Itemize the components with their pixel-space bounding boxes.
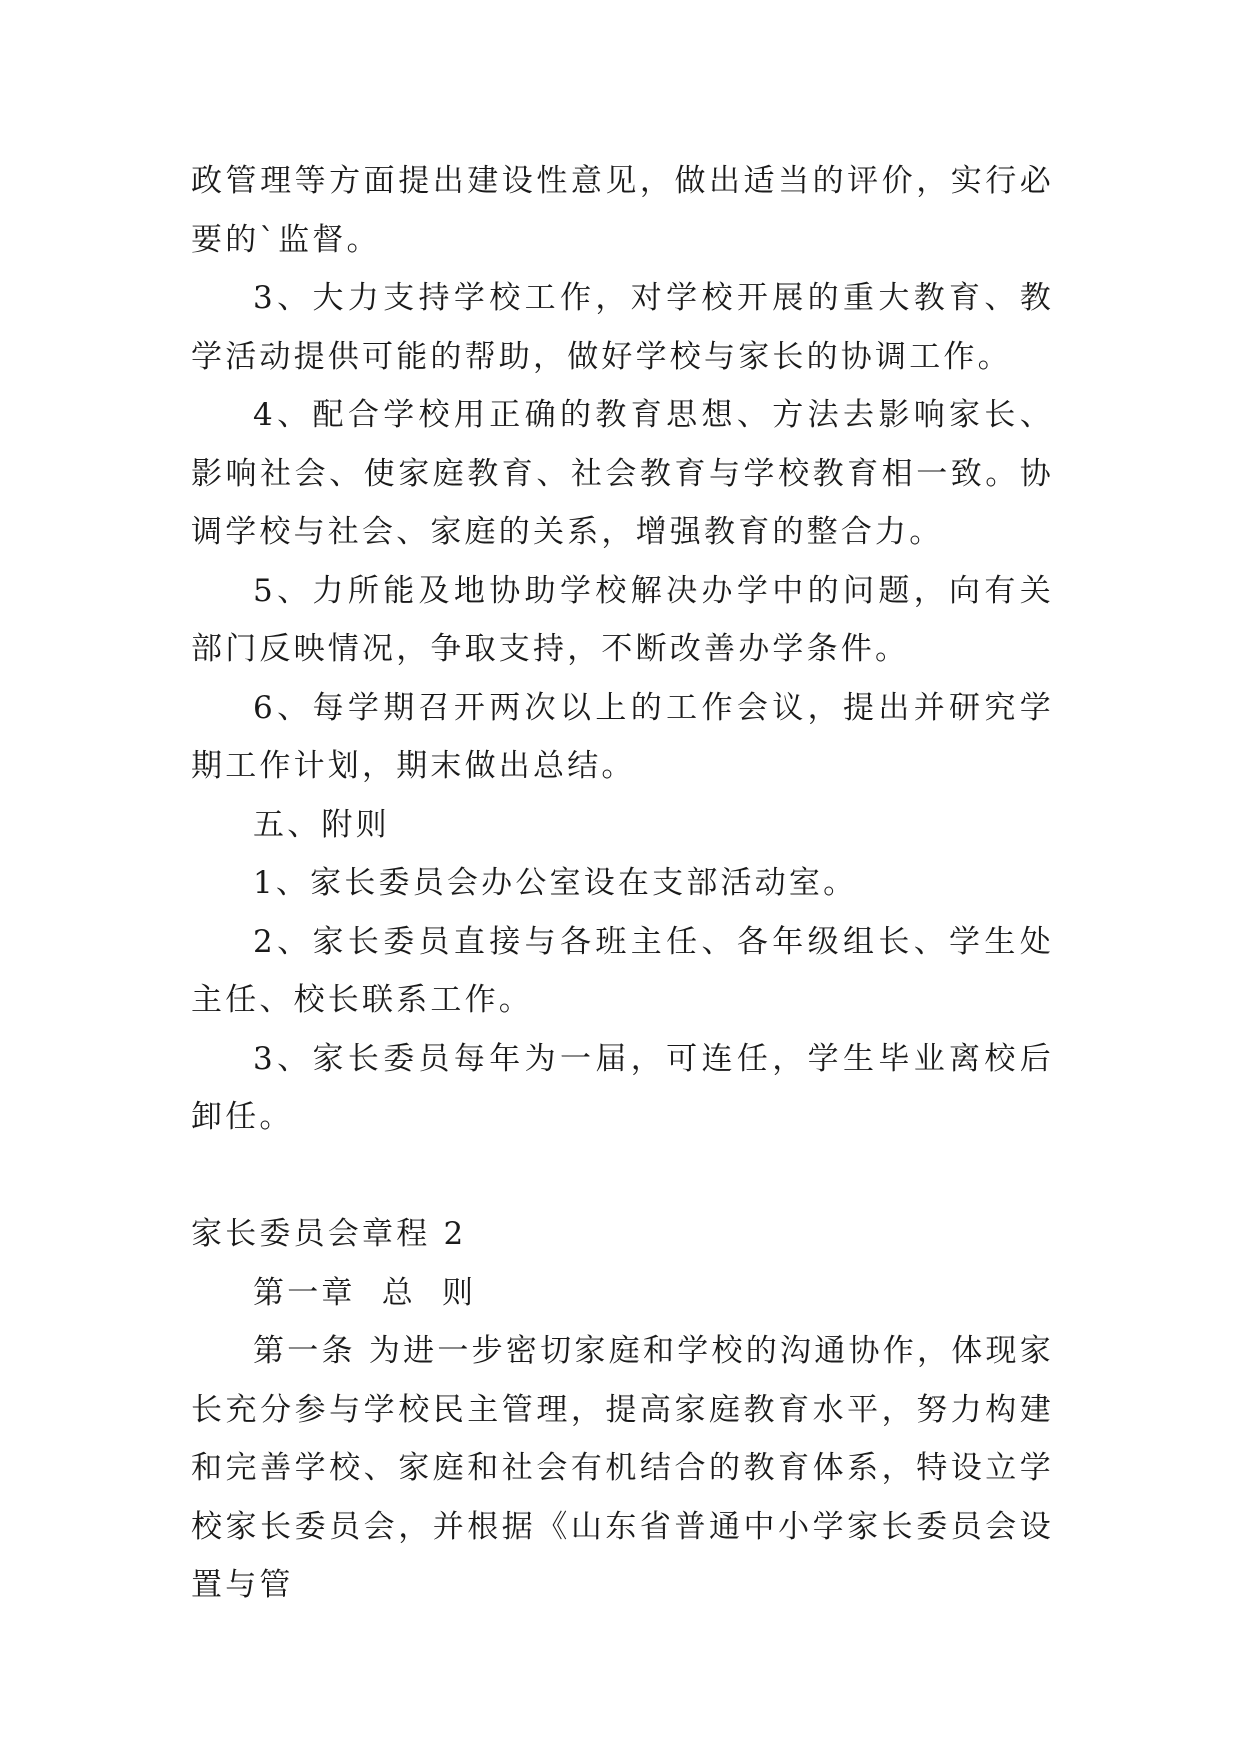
article-1: 第一条 为进一步密切家庭和学校的沟通协作，体现家长充分参与学校民主管理，提高家庭教育水平，努力构建和完善学校、家庭和社会有机结合的教育体系，特设立学校家长委员会，并根据《山东省普通中小学家长委员会设置与管: [191, 1333, 1054, 1603]
section-heading-appendix: 五、附则: [253, 806, 390, 843]
appendix-item-3: 3、家长委员每年为一届，可连任，学生毕业离校后卸任。: [191, 1040, 1054, 1135]
document-body: [191, 152, 1054, 1615]
paragraph-continuation: 政管理等方面提出建设性意见，做出适当的评价，实行必要的`监督。: [191, 163, 1054, 258]
paragraph-item-4: 4、配合学校用正确的教育思想、方法去影响家长、影响社会、使家庭教育、社会教育与学校教育相一致。协调学校与社会、家庭的关系，增强教育的整合力。: [191, 397, 1054, 550]
paragraph-item-3: 3、大力支持学校工作，对学校开展的重大教育、教学活动提供可能的帮助，做好学校与家长的协调工作。: [191, 280, 1054, 375]
document-title-2: 家长委员会章程 2: [191, 1216, 467, 1252]
appendix-item-2: 2、家长委员直接与各班主任、各年级组长、学生处主任、校长联系工作。: [191, 923, 1054, 1018]
chapter-heading: 第一章 总 则: [253, 1274, 477, 1311]
paragraph-item-5: 5、力所能及地协助学校解决办学中的问题，向有关部门反映情况，争取支持，不断改善办学条件。: [191, 572, 1054, 667]
appendix-item-1: 1、家长委员会办公室设在支部活动室。: [253, 865, 858, 901]
paragraph-item-6: 6、每学期召开两次以上的工作会议，提出并研究学期工作计划，期末做出总结。: [191, 689, 1054, 784]
